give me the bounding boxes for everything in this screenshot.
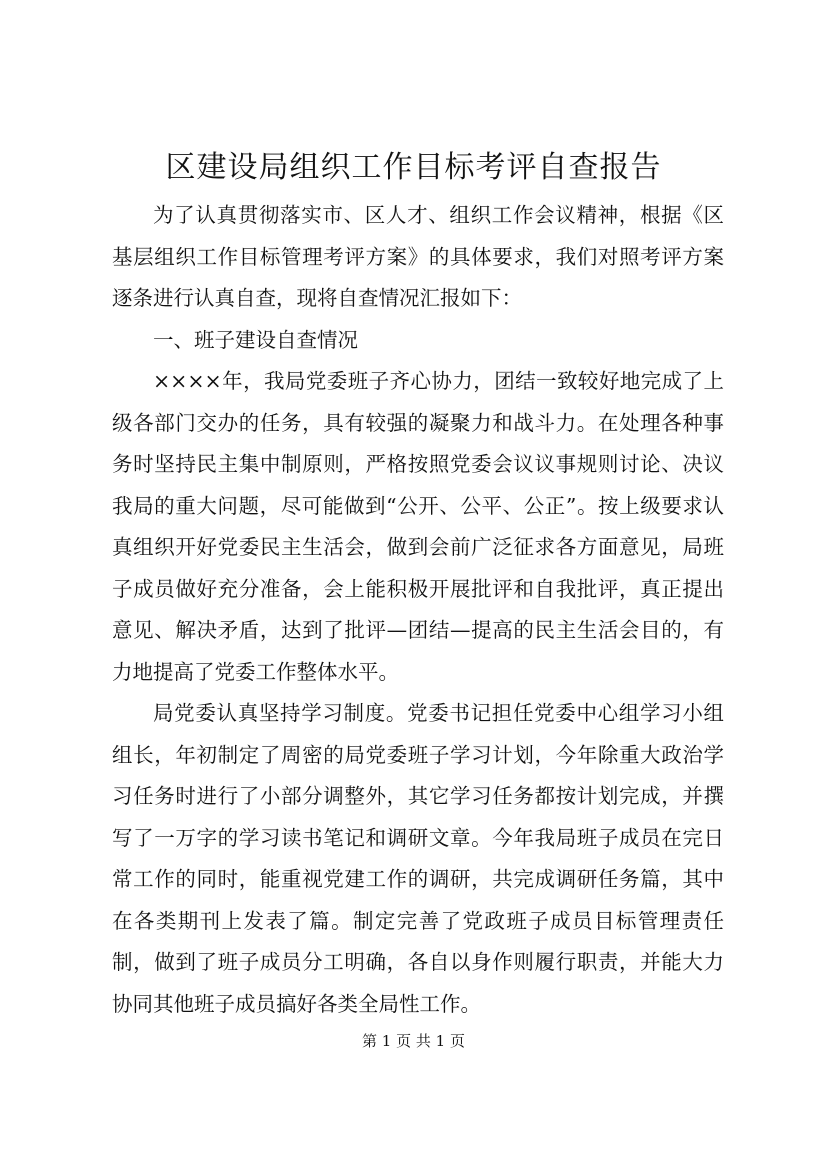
document-title: 区建设局组织工作目标考评自查报告 xyxy=(165,150,662,185)
section-heading: 一、班子建设自查情况 xyxy=(153,327,358,352)
body-paragraph: 局党委认真坚持学习制度。党委书记担任党委中心组学习小组组长，年初制定了周密的局党委班子学习计划，今年除重大政治学习任务时进行了小部分调整外，其它学习任务都按计划完成，并撰写了一万字的学习读书笔记和调研文章。今年我局班子成员在完日常工作的同时，能重视党建工作的调研，共完成调研任务篇，其中在各类期刊上发表了篇。制定完善了党政班子成员目标管理责任制，做到了班子成员分工明确，各自以身作则履行职责，并能大力协同其他班子成员搞好各类全局性工作。 xyxy=(112,701,724,1016)
body-paragraph: ××××年，我局党委班子齐心协力，团结一致较好地完成了上级各部门交办的任务，具有较强的凝聚力和战斗力。在处理各种事务时坚持民主集中制原则，严格按照党委会议议事规则讨论、决议我局的重大问题，尽可能做到“公开、公平、公正”。按上级要求认真组织开好党委民主生活会，做到会前广泛征求各方面意见，局班子成员做好充分准备，会上能积极开展批评和自我批评，真正提出意见、解决矛盾，达到了批评—团结—提高的民主生活会目的，有力地提高了党委工作整体水平。 xyxy=(112,369,724,684)
page-number-footer: 第 1 页 共 1 页 xyxy=(362,1032,465,1050)
intro-paragraph: 为了认真贯彻落实市、区人才、组织工作会议精神，根据《区基层组织工作目标管理考评方案》的具体要求，我们对照考评方案逐条进行认真自查，现将自查情况汇报如下： xyxy=(112,203,724,310)
document-body xyxy=(112,195,724,1025)
